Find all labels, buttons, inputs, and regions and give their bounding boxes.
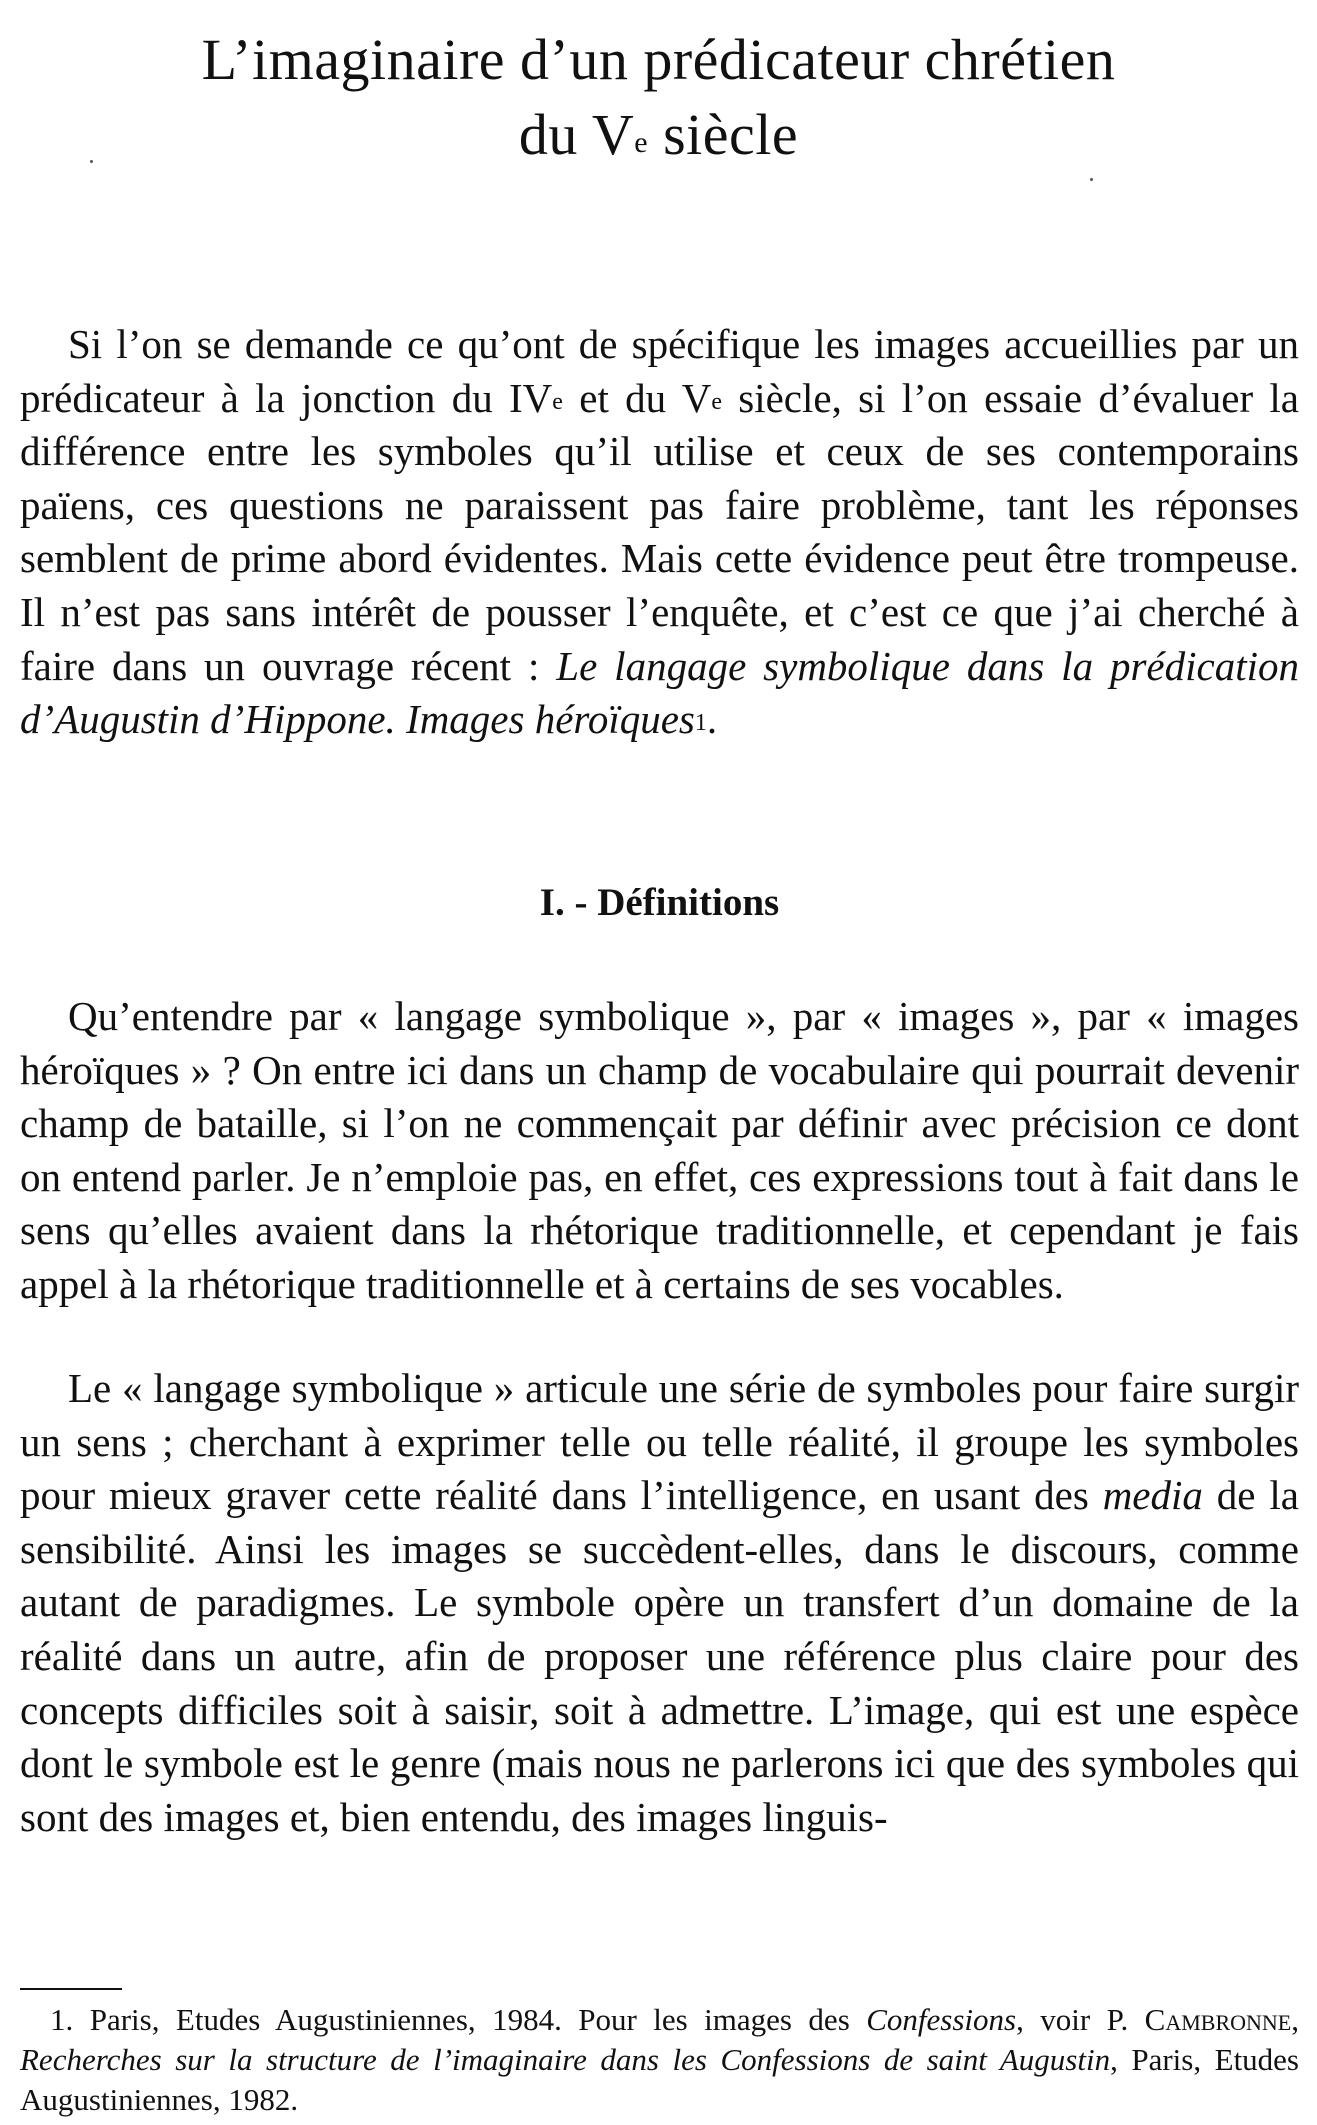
intro-sup-2: e [711,388,722,415]
para3-text-2: de la sensibilité. Ainsi les images se succèdent-elles, dans le discours, comme autant de paradigmes. Le symbole opère un transfert d’un domaine de la réalité dans un autre, afin de proposer une référence plus claire pour des concepts difficiles soit à saisir, soit à admettre. L’image, qui est une espèce dont le symbole est le genre (mais nous ne parlerons ici que des symboles qui sont des images et, bien entendu, des images linguis- [20,1472,1299,1840]
intro-text-2: et du V [562,374,712,421]
title-line-2-start: du V [518,102,635,167]
footnote-author: Cambronne [1144,2002,1292,2037]
footnote-number: 1. [50,2002,74,2037]
scan-speck [90,160,93,163]
footnote-1 [20,2000,1299,2120]
section-heading: I. - Définitions [539,881,780,924]
footnote-text-2: , voir P. [1016,2002,1145,2037]
footnote-italic-1: Confessions [866,2002,1017,2037]
intro-sup-1: e [552,388,563,415]
intro-text-3: siècle, si l’on essaie d’évaluer la différence entre les symboles qu’il utilise et ceux de ses contemporains païens, ces questions ne paraissent pas faire problème, tant les réponses semblent de prime abord évidentes. Mais cette évidence peut être trompeuse. Il n’est pas sans intérêt de pousser l’enquête, et c’est ce que j’ai cherché à faire dans un ouvrage récent : [20,374,1299,689]
definitions-paragraph-2 [20,1362,1299,1844]
scan-speck [1090,178,1093,181]
footnote-separator [20,1988,122,1990]
footnote-text-1: Paris, Etudes Augustiniennes, 1984. Pour les images des [73,2002,867,2037]
cited-work-title: Le langage symbolique dans la prédication d’Augustin d’Hippone. Images héroïques [20,642,1299,743]
title-line-2-end: siècle [648,102,799,167]
para3-italic-term: media [1102,1472,1203,1519]
intro-text-4: . [706,696,718,743]
title-superscript: e [634,126,649,159]
definitions-paragraph-1: Qu’entendre par « langage symbolique », par « images », par « images héroïques » ? On entre ici dans un champ de vocabulaire qui pourrait devenir champ de bataille, si l’on ne commençait par définir avec précision ce dont on entend parler. Je n’emploie pas, en effet, ces expressions tout à fait dans le sens qu’elles avaient dans la rhétorique traditionnelle, et cependant je fais appel à la rhétorique traditionnelle et à certains de ses vocables. [20,993,1299,1307]
footnote-text-4: , Paris, Etudes Augustiniennes, 1982. [20,2042,1299,2117]
title-line-1: L’imaginaire d’un prédicateur chrétien [201,27,1116,92]
footnote-text-3: , [1291,2002,1299,2037]
footnote-reference[interactable]: 1 [694,710,707,737]
intro-text-1: Si l’on se demande ce qu’ont de spécifique les images accueillies par un prédicateur à la jonction du IV [20,321,1299,421]
footnote-italic-2: Recherches sur la structure de l’imaginaire dans les Confessions de saint Augustin [20,2042,1111,2077]
article-title [40,22,1277,172]
para3-text-1: Le « langage symbolique » articule une série de symboles pour faire surgir un sens ; cherchant à exprimer telle ou telle réalité, il groupe les symboles pour mieux graver cette réalité dans l’intelligence, en usant des [20,1365,1299,1519]
intro-paragraph [20,318,1299,747]
